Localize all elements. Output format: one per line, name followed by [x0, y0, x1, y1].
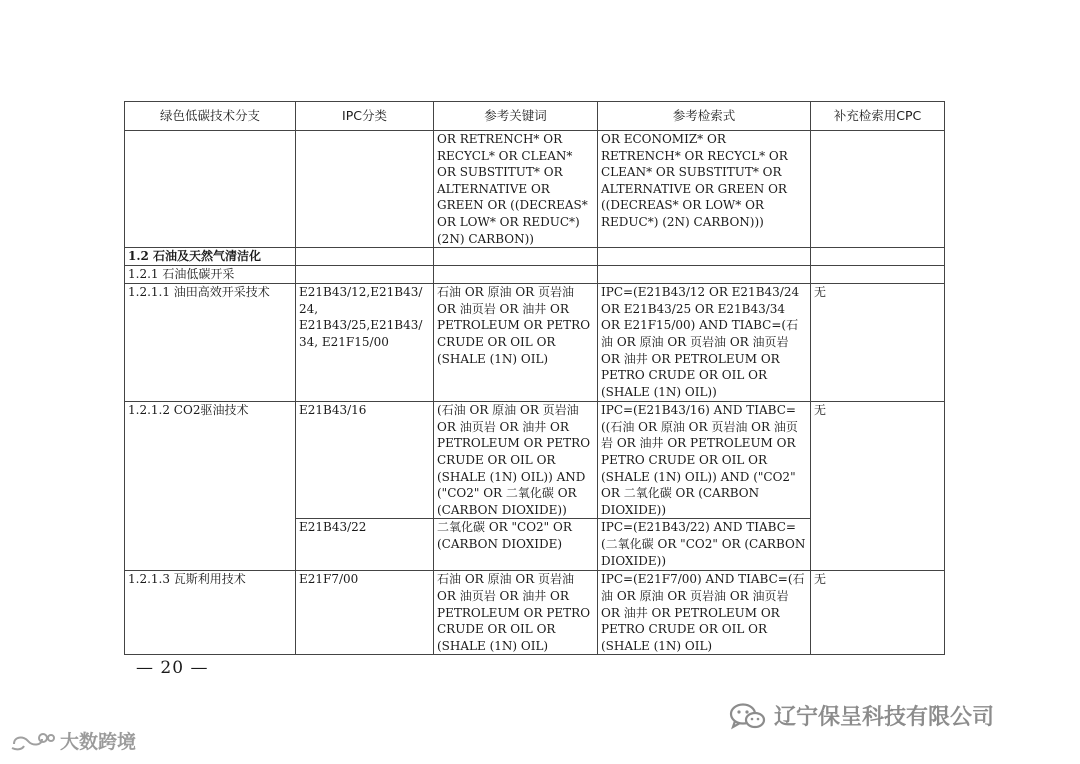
table-row	[125, 402, 945, 519]
cell-empty	[811, 248, 945, 266]
cell-keywords: (石油 OR 原油 OR 页岩油 OR 油页岩 OR 油井 OR PETROLEUM OR PETRO CRUDE OR OIL OR (SHALE (1N) OIL)) AND ("CO2" OR 二氧化碳 OR (CARBON DIOXIDE))	[434, 402, 598, 519]
cell-ipc: E21B43/16	[296, 402, 434, 519]
cell-branch: 1.2.1.1 油田高效开采技术	[125, 284, 296, 402]
ipc-classification-table	[124, 101, 945, 655]
cell-keywords: 石油 OR 原油 OR 页岩油 OR 油页岩 OR 油井 OR PETROLEUM OR PETRO CRUDE OR OIL OR (SHALE (1N) OIL)	[434, 571, 598, 655]
cell-empty	[296, 248, 434, 266]
header-ipc: IPC分类	[296, 102, 434, 131]
cell-cpc: 无	[811, 402, 945, 571]
cell-query: IPC=(E21B43/12 OR E21B43/24 OR E21B43/25 OR E21B43/34 OR E21F15/00) AND TIABC=(石油 OR 原油 OR 页岩油 OR 油页岩 OR 油井 OR PETROLEUM OR PETRO CRUDE OR OIL OR (SHALE (1N) OIL))	[598, 284, 811, 402]
watermark-left-text: 大数跨境	[60, 731, 137, 753]
cell-cpc-empty	[811, 131, 945, 248]
watermark-left	[10, 727, 136, 754]
cell-empty	[811, 266, 945, 284]
cell-ipc: E21B43/22	[296, 519, 434, 571]
cell-branch: 1.2.1.2 CO2驱油技术	[125, 402, 296, 571]
cell-query: IPC=(E21B43/16) AND TIABC=((石油 OR 原油 OR 页岩油 OR 油页岩 OR 油井 OR PETROLEUM OR PETRO CRUDE OR OIL OR (SHALE (1N) OIL)) AND ("CO2" OR 二氧化碳 OR (CARBON DIOXIDE))	[598, 402, 811, 519]
cell-query: IPC=(E21F7/00) AND TIABC=(石油 OR 原油 OR 页岩油 OR 油页岩 OR 油井 OR PETROLEUM OR PETRO CRUDE OR OIL OR (SHALE (1N) OIL)	[598, 571, 811, 655]
cell-keywords: 二氧化碳 OR "CO2" OR (CARBON DIOXIDE)	[434, 519, 598, 571]
cell-query: IPC=(E21B43/22) AND TIABC=(二氧化碳 OR "CO2" OR (CARBON DIOXIDE))	[598, 519, 811, 571]
cell-empty	[598, 248, 811, 266]
cell-keywords: 石油 OR 原油 OR 页岩油 OR 油页岩 OR 油井 OR PETROLEUM OR PETRO CRUDE OR OIL OR (SHALE (1N) OIL)	[434, 284, 598, 402]
cell-cpc: 无	[811, 571, 945, 655]
cell-ipc: E21F7/00	[296, 571, 434, 655]
cell-empty	[434, 266, 598, 284]
subsection-row	[125, 266, 945, 284]
header-branch: 绿色低碳技术分支	[125, 102, 296, 131]
header-cpc: 补充检索用CPC	[811, 102, 945, 131]
page-number: — 20 —	[136, 658, 209, 678]
table-header-row	[125, 102, 945, 131]
cell-ipc: E21B43/12,E21B43/24, E21B43/25,E21B43/34, E21F15/00	[296, 284, 434, 402]
infinity-logo-icon	[10, 730, 56, 752]
header-keywords: 参考关键词	[434, 102, 598, 131]
cell-query: OR ECONOMIZ* OR RETRENCH* OR RECYCL* OR CLEAN* OR SUBSTITUT* OR ALTERNATIVE OR GREEN OR ((DECREAS* OR LOW* OR REDUC*) (2N) CARBON)))	[598, 131, 811, 248]
subsection-title: 1.2.1 石油低碳开采	[125, 266, 296, 284]
table-row	[125, 284, 945, 402]
wechat-icon	[728, 701, 768, 731]
cell-ipc-empty	[296, 131, 434, 248]
header-query: 参考检索式	[598, 102, 811, 131]
watermark-right-text: 辽宁保呈科技有限公司	[774, 705, 995, 730]
cell-cpc: 无	[811, 284, 945, 402]
table-row	[125, 571, 945, 655]
section-row	[125, 248, 945, 266]
table-row-continued	[125, 131, 945, 248]
cell-branch: 1.2.1.3 瓦斯利用技术	[125, 571, 296, 655]
cell-empty	[434, 248, 598, 266]
watermark-right	[728, 700, 994, 731]
cell-empty	[296, 266, 434, 284]
cell-keywords: OR RETRENCH* OR RECYCL* OR CLEAN* OR SUBSTITUT* OR ALTERNATIVE OR GREEN OR ((DECREAS* OR LOW* OR REDUC*) (2N) CARBON))	[434, 131, 598, 248]
section-title: 1.2 石油及天然气清洁化	[125, 248, 296, 266]
cell-branch-empty	[125, 131, 296, 248]
cell-empty	[598, 266, 811, 284]
